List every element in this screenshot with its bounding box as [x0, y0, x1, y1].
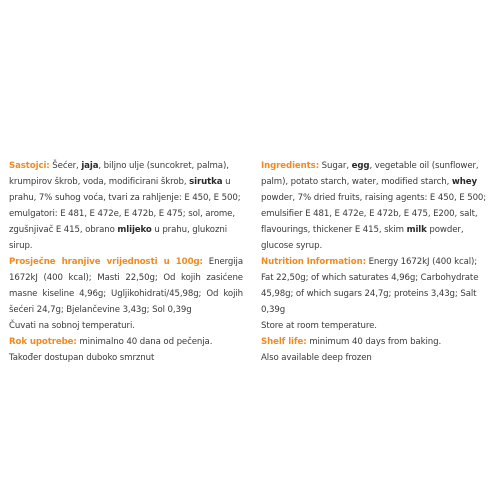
shelf-life-en	[261, 334, 489, 350]
nutrition-text-en: Energy 1672kJ (400 kcal); Fat 22,50g; of which saturates 4,96g; Carbohydrate 45,98g; of which sugars 24,7g; proteins 3,43g; Salt 0,39g	[261, 257, 479, 315]
allergen-milk: milk	[406, 225, 427, 235]
shelf-life-label-en: Shelf life:	[261, 337, 307, 347]
ingredients-text-en-4: powder, glucose syrup.	[261, 225, 464, 251]
english-column	[261, 158, 489, 366]
croatian-column	[9, 158, 243, 366]
ingredients-label-en: Ingredients:	[261, 161, 320, 171]
nutrition-label-hr: Prosječne hranjive vrijednosti u 100g:	[9, 257, 203, 267]
nutrition-hr	[9, 254, 243, 318]
frozen-hr: Također dostupan duboko smrznut	[9, 353, 155, 363]
nutrition-label-en: Nutrition Information:	[261, 257, 366, 267]
shelf-life-label-hr: Rok upotrebe:	[9, 337, 77, 347]
ingredients-label-hr: Sastojci:	[9, 161, 50, 171]
allergen-sirutka: sirutka	[189, 177, 223, 187]
ingredients-hr	[9, 158, 243, 254]
storage-hr: Čuvati na sobnoj temperaturi.	[9, 321, 135, 331]
allergen-whey: whey	[451, 177, 477, 187]
ingredients-text-hr-1: Šećer,	[49, 161, 82, 171]
nutrition-en	[261, 254, 489, 318]
storage-en: Store at room temperature.	[261, 321, 377, 331]
shelf-life-text-en: minimum 40 days from baking.	[306, 337, 442, 347]
ingredients-text-hr-3: u prahu, 7% suhog voća, tvari za rahljenje: E 450, E 500; emulgatori: E 481, E 472e, E 472b, E 475; sol, arome, zgušnjivač E 415, obrano	[9, 177, 241, 235]
ingredients-text-en-3: powder, 7% dried fruits, raising agents: E 450, E 500; emulsifier E 481, E 472e, E 472b, E 475, E200, salt, flavourings, thickener E 415, skim	[261, 193, 487, 235]
allergen-jaja: jaja	[81, 161, 99, 171]
shelf-life-hr	[9, 334, 243, 350]
ingredients-text-hr-4: u prahu, glukozni sirup.	[9, 225, 228, 251]
ingredients-text-hr-2: , biljno ulje (suncokret, palma), krumpirov škrob, voda, modificirani škrob,	[9, 161, 229, 187]
ingredients-text-en-1: Sugar,	[319, 161, 352, 171]
nutrition-text-hr: Energija 1672kJ (400 kcal); Masti 22,50g; Od kojih zasićene masne kiseline 4,96g; Ugljikohidrati/45,98g; Od kojih šećeri 24,7g; Bjelančevine 3,43g; Sol 0,39g	[9, 257, 244, 315]
ingredients-text-en-2: , vegetable oil (sunflower, palm), potato starch, water, modified starch,	[261, 161, 479, 187]
allergen-mlijeko: mlijeko	[117, 225, 152, 235]
ingredients-en	[261, 158, 489, 254]
shelf-life-text-hr: minimalno 40 dana od pečenja.	[76, 337, 213, 347]
frozen-en: Also available deep frozen	[261, 353, 372, 363]
allergen-egg: egg	[351, 161, 370, 171]
